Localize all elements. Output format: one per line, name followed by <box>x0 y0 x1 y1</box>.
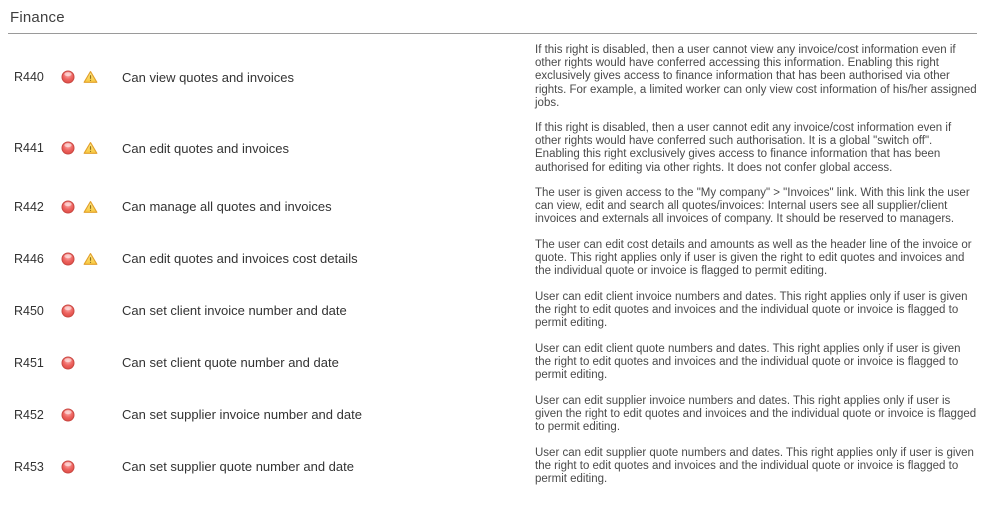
right-status-icons <box>60 199 122 214</box>
right-code: R453 <box>14 459 44 474</box>
right-label: Can view quotes and invoices <box>122 69 294 85</box>
right-description: The user is given access to the "My company" > "Invoices" link. With this link the user can view, edit and search all quotes/invoices: Internal users see all supplier/client invoices and externals all invoices of company. It should be reserved to managers. <box>535 187 970 226</box>
right-code: R451 <box>14 355 44 370</box>
right-row <box>0 389 983 441</box>
rights-list <box>0 38 983 493</box>
right-code: R452 <box>14 407 44 422</box>
right-row <box>0 285 983 337</box>
warning-icon <box>83 141 98 156</box>
right-label: Can edit quotes and invoices <box>122 140 289 156</box>
right-status-icons <box>60 251 122 266</box>
right-disabled-status-icon[interactable] <box>60 355 75 370</box>
right-row <box>0 233 983 285</box>
right-disabled-status-icon[interactable] <box>60 459 75 474</box>
right-row <box>0 181 983 233</box>
right-row <box>0 441 983 493</box>
warning-icon <box>83 251 98 266</box>
right-description: If this right is disabled, then a user cannot edit any invoice/cost information even if other rights would have conferred such authorisation. It is a global "switch off". Enabling this right exclusively gives access to finance information that has been authorised for editing via other rights. It does not confer global access. <box>535 122 952 174</box>
right-row <box>0 116 983 181</box>
right-code: R450 <box>14 303 44 318</box>
header-divider <box>8 33 977 34</box>
right-code: R442 <box>14 199 44 214</box>
right-label: Can edit quotes and invoices cost details <box>122 251 358 267</box>
right-label: Can set client quote number and date <box>122 355 339 371</box>
right-row <box>0 337 983 389</box>
right-status-icons <box>60 141 122 156</box>
right-disabled-status-icon[interactable] <box>60 141 75 156</box>
right-status-icons <box>60 407 122 422</box>
right-label: Can set supplier quote number and date <box>122 459 354 475</box>
right-description: User can edit client quote numbers and dates. This right applies only if user is given the right to edit quotes and invoices and the individual quote or invoice is flagged to permit editing. <box>535 343 961 382</box>
right-disabled-status-icon[interactable] <box>60 303 75 318</box>
right-description: The user can edit cost details and amounts as well as the header line of the invoice or quote. This right applies only if user is given the right to edit quotes and invoices and the individual quote or invoice is flagged to permit editing. <box>535 239 972 278</box>
right-description: User can edit supplier invoice numbers and dates. This right applies only if user is given the right to edit quotes and invoices and the individual quote or invoice is flagged to permit editing. <box>535 395 977 434</box>
right-status-icons <box>60 303 122 318</box>
right-code: R441 <box>14 141 44 156</box>
warning-icon <box>83 199 98 214</box>
right-label: Can set client invoice number and date <box>122 303 347 319</box>
right-disabled-status-icon[interactable] <box>60 70 75 85</box>
right-label: Can manage all quotes and invoices <box>122 199 332 215</box>
right-status-icons <box>60 70 122 85</box>
right-code: R446 <box>14 251 44 266</box>
page-title: Finance <box>10 9 65 26</box>
right-label: Can set supplier invoice number and date <box>122 407 362 423</box>
right-row <box>0 38 983 116</box>
right-disabled-status-icon[interactable] <box>60 407 75 422</box>
right-code: R440 <box>14 70 44 84</box>
section-header <box>0 0 983 34</box>
right-description: User can edit supplier quote numbers and dates. This right applies only if user is given the right to edit quotes and invoices and the individual quote or invoice is flagged to permit editing. <box>535 447 974 486</box>
right-description: If this right is disabled, then a user cannot view any invoice/cost information even if other rights would have conferred accessing this information. Enabling this right exclusively gives access to finance information that has been authorised via other rights. For example, a limited worker can only view cost information of his/her assigned jobs. <box>535 44 977 109</box>
right-status-icons <box>60 355 122 370</box>
right-status-icons <box>60 459 122 474</box>
right-disabled-status-icon[interactable] <box>60 251 75 266</box>
right-description: User can edit client invoice numbers and dates. This right applies only if user is given the right to edit quotes and invoices and the individual quote or invoice is flagged to permit editing. <box>535 291 968 330</box>
right-disabled-status-icon[interactable] <box>60 199 75 214</box>
warning-icon <box>83 70 98 85</box>
